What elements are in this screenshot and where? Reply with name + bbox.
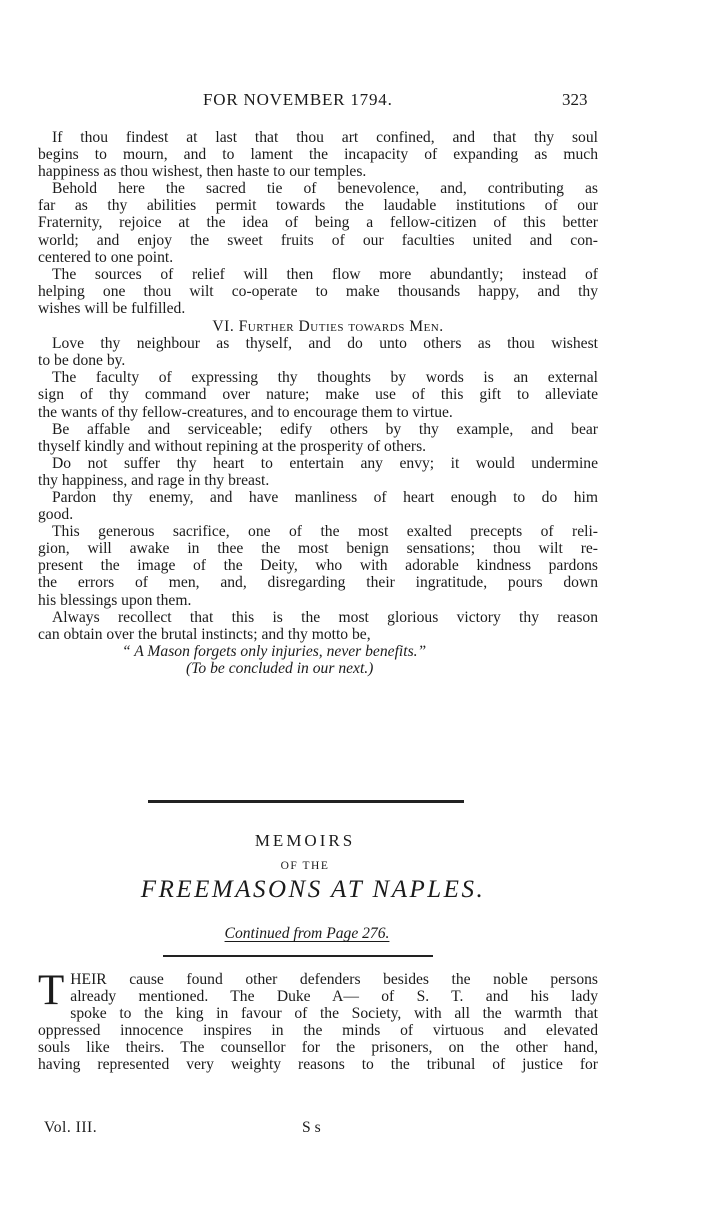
body-text [38, 129, 598, 678]
text-line: Love thy neighbour as thyself, and do unto others as thou wishest [52, 335, 598, 353]
continued-note: Continued from Page 276. [224, 925, 390, 942]
text-line: helping one thou wilt co-operate to make thousands happy, and thy [38, 282, 598, 300]
section-paragraphs [38, 335, 598, 643]
text-line: the errors of men, and, disregarding their ingratitude, pours down [38, 574, 598, 592]
text-line: far as thy abilities permit towards the laudable institutions of our [38, 197, 598, 215]
page-number: 323 [562, 90, 588, 109]
text-line: The faculty of expressing thy thoughts by words is an external [52, 369, 598, 387]
text-line: good. [38, 506, 74, 524]
paragraph-block [38, 129, 598, 317]
article-main-title: FREEMASONS AT NAPLES. [140, 876, 486, 903]
article-title: MEMOIRS [254, 831, 356, 850]
text-line: can obtain over the brutal instincts; and thy motto be, [38, 625, 371, 643]
text-line: world; and enjoy the sweet fruits of our faculties united and con- [38, 231, 598, 249]
signature-mark: S s [302, 1119, 321, 1136]
text-line: present the image of the Deity, who with adorable kindness pardons [38, 557, 598, 575]
text-line: gion, will awake in thee the most benign sensations; thou wilt re- [38, 540, 598, 558]
text-line: centered to one point. [38, 248, 174, 266]
text-line: the wants of thy fellow-creatures, and to encourage them to virtue. [38, 403, 453, 421]
text-line: wishes will be fulfilled. [38, 299, 186, 317]
motto: “ A Mason forgets only injuries, never benefits.” [122, 642, 427, 660]
drop-cap: T [38, 967, 65, 1014]
section-heading: VI. Further Duties towards Men. [212, 318, 444, 336]
page-footer [0, 1119, 712, 1139]
text-line: his blessings upon them. [38, 591, 192, 609]
concluded-note: (To be concluded in our next.) [186, 659, 374, 677]
text-line: thyself kindly and without repining at the prosperity of others. [38, 437, 427, 455]
page-header [0, 90, 712, 114]
text-line: Pardon thy enemy, and have manliness of heart enough to do him [52, 488, 598, 506]
running-head: FOR NOVEMBER 1794. [203, 90, 393, 109]
text-line: thy happiness, and rage in thy breast. [38, 471, 270, 489]
text-line: having represented very weighty reasons to the tribunal of justice for [38, 1056, 598, 1074]
text-line: Always recollect that this is the most glorious victory thy reason [52, 608, 598, 626]
text-line: Fraternity, rejoice at the idea of being a fellow-citizen of this better [38, 214, 598, 232]
text-line: oppressed innocence inspires in the minds of virtuous and elevated [38, 1022, 598, 1040]
section-divider [148, 800, 464, 803]
text-line: Behold here the sacred tie of benevolence, and, contributing as [52, 180, 598, 198]
text-line: HEIR cause found other defenders besides the noble persons [70, 971, 598, 988]
text-line: happiness as thou wishest, then haste to our temples. [38, 163, 367, 181]
text-line: souls like theirs. The counsellor for the prisoners, on the other hand, [38, 1039, 598, 1057]
article-body [38, 967, 598, 1074]
text-line: to be done by. [38, 352, 126, 370]
article-subtitle: OF THE [280, 860, 330, 872]
text-line: The sources of relief will then flow more abundantly; instead of [52, 265, 598, 283]
text-line: already mentioned. The Duke A— of S. T. and his lady [70, 988, 598, 1006]
text-line: This generous sacrifice, one of the most exalted precepts of reli- [52, 523, 598, 541]
title-divider [163, 955, 433, 957]
text-line: If thou findest at last that thou art confined, and that thy soul [52, 129, 598, 146]
volume-label: Vol. III. [44, 1119, 98, 1136]
text-line: Be affable and serviceable; edify others by thy example, and bear [52, 420, 598, 438]
text-line: spoke to the king in favour of the Society, with all the warmth that [70, 1005, 598, 1023]
text-line: Do not suffer thy heart to entertain any envy; it would undermine [52, 454, 598, 472]
text-line: begins to mourn, and to lament the incapacity of expanding as much [38, 146, 598, 164]
article-paragraph [38, 967, 598, 1074]
text-line: sign of thy command over nature; make use of this gift to alleviate [38, 386, 598, 404]
